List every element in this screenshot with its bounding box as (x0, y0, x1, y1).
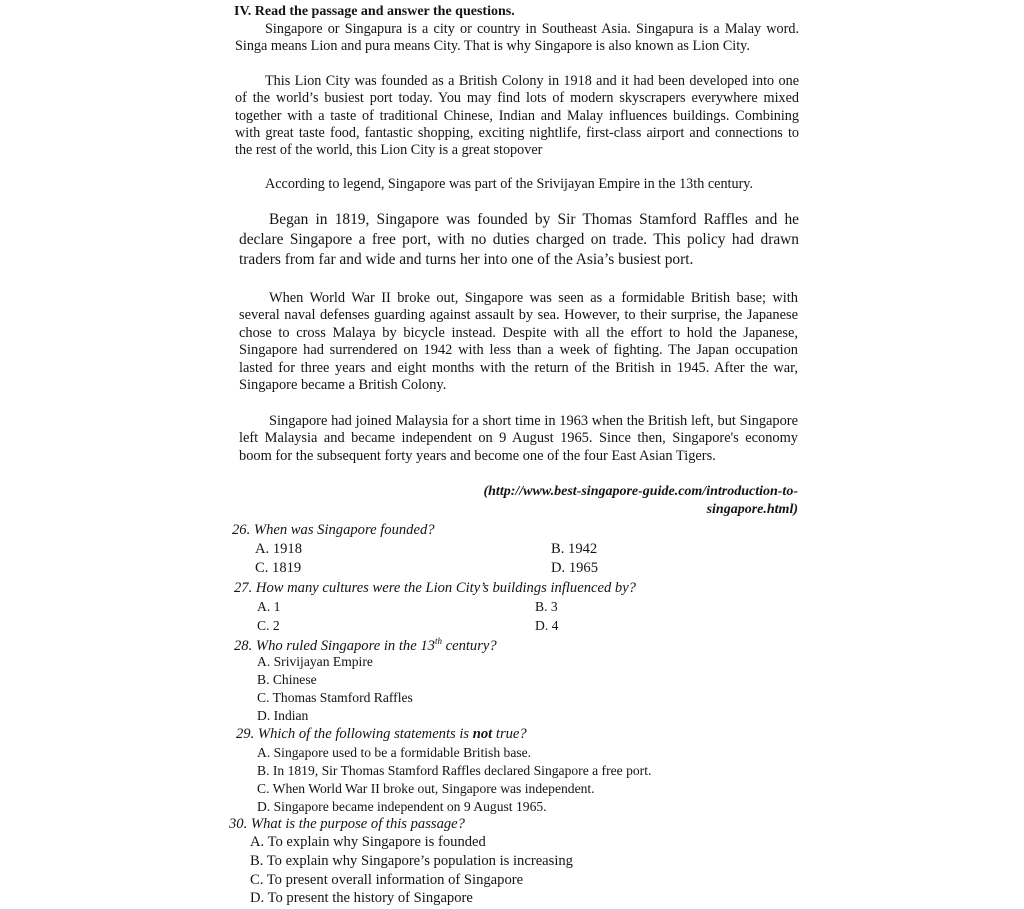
option-29-c[interactable]: C. When World War II broke out, Singapore was independent. (257, 781, 595, 796)
question-text: Who ruled Singapore in the 13 (255, 637, 435, 654)
option-27-d[interactable]: D. 4 (535, 618, 559, 633)
question-text-end: century? (445, 637, 497, 654)
question-number: 29. (236, 726, 255, 742)
source-line-2: singapore.html) (706, 502, 798, 517)
question-number: 26. (232, 522, 251, 538)
question-emphasis: not (472, 726, 493, 742)
source-line-1: (http://www.best-singapore-guide.com/introduction-to- (483, 484, 798, 499)
question-text-end: true? (495, 726, 527, 742)
passage-paragraph-4: Began in 1819, Singapore was founded by Sir Thomas Stamford Raffles and he declare Singapore a free port, with no duties charged on trade. This policy had drawn traders from far and wide and turns her into one of the Asia’s busiest port. (239, 211, 799, 268)
section-title: IV. Read the passage and answer the questions. (234, 4, 515, 19)
option-29-a[interactable]: A. Singapore used to be a formidable British base. (257, 745, 532, 760)
question-text: What is the purpose of this passage? (250, 816, 465, 832)
option-28-c[interactable]: C. Thomas Stamford Raffles (257, 690, 413, 705)
option-26-b[interactable]: B. 1942 (551, 541, 598, 557)
option-30-c[interactable]: C. To present overall information of Singapore (250, 872, 524, 888)
question-number: 28. (234, 637, 253, 654)
option-28-a[interactable]: A. Srivijayan Empire (257, 654, 373, 669)
question-30 (229, 816, 465, 833)
option-29-b[interactable]: B. In 1819, Sir Thomas Stamford Raffles declared Singapore a free port. (257, 763, 652, 778)
option-26-a[interactable]: A. 1918 (255, 541, 303, 557)
passage-paragraph-5: When World War II broke out, Singapore was seen as a formidable British base; with several naval defenses guarding against assault by sea. However, to their surprise, the Japanese chose to cross Malaya by bicycle instead. Despite with all the effort to hold the Japanese, Singapore had surrendered on 1942 with less than a week of fighting. The Japan occupation lasted for three years and eight months with the return of the British in 1945. After the war, Singapore became a British Colony. (239, 290, 798, 394)
option-28-d[interactable]: D. Indian (257, 708, 309, 723)
option-30-a[interactable]: A. To explain why Singapore is founded (250, 834, 486, 850)
option-30-d[interactable]: D. To present the history of Singapore (250, 890, 473, 906)
passage-paragraph-2: This Lion City was founded as a British Colony in 1918 and it had been developed into one of the world’s busiest port today. You may find lots of modern skyscrapers everywhere mixed together with a taste of traditional Chinese, Indian and Malay influences buildings. Combining with great taste food, fantastic shopping, exciting nightlife, first-class airport and connections to the rest of the world, this Lion City is a great stopover (235, 73, 799, 159)
question-text: Which of the following statements is (257, 726, 470, 742)
option-28-b[interactable]: B. Chinese (257, 672, 317, 687)
option-27-b[interactable]: B. 3 (535, 599, 558, 614)
option-27-a[interactable]: A. 1 (257, 599, 281, 614)
question-number: 27. (234, 580, 253, 596)
option-27-c[interactable]: C. 2 (257, 618, 280, 633)
question-text: When was Singapore founded? (253, 522, 435, 538)
option-26-c[interactable]: C. 1819 (255, 560, 302, 576)
question-superscript: th (434, 636, 442, 646)
source-citation (380, 483, 798, 519)
question-28 (234, 636, 497, 655)
question-26 (232, 522, 435, 539)
option-30-b[interactable]: B. To explain why Singapore’s population is increasing (250, 853, 573, 869)
passage-paragraph-1: Singapore or Singapura is a city or country in Southeast Asia. Singapura is a Malay word. Singa means Lion and pura means City. That is why Singapore is also known as Lion City. (235, 21, 799, 55)
passage-paragraph-3: According to legend, Singapore was part of the Srivijayan Empire in the 13th century. (265, 176, 754, 192)
question-29 (236, 726, 527, 743)
option-26-d[interactable]: D. 1965 (551, 560, 599, 576)
option-29-d[interactable]: D. Singapore became independent on 9 August 1965. (257, 799, 547, 814)
question-number: 30. (229, 816, 248, 832)
passage-paragraph-6: Singapore had joined Malaysia for a short time in 1963 when the British left, but Singapore left Malaysia and became independent on 9 August 1965. Since then, Singapore's economy boom for the subsequent forty years and become one of the four East Asian Tigers. (239, 413, 798, 464)
question-text: How many cultures were the Lion City’s buildings influenced by? (255, 580, 636, 596)
question-27 (234, 580, 636, 597)
